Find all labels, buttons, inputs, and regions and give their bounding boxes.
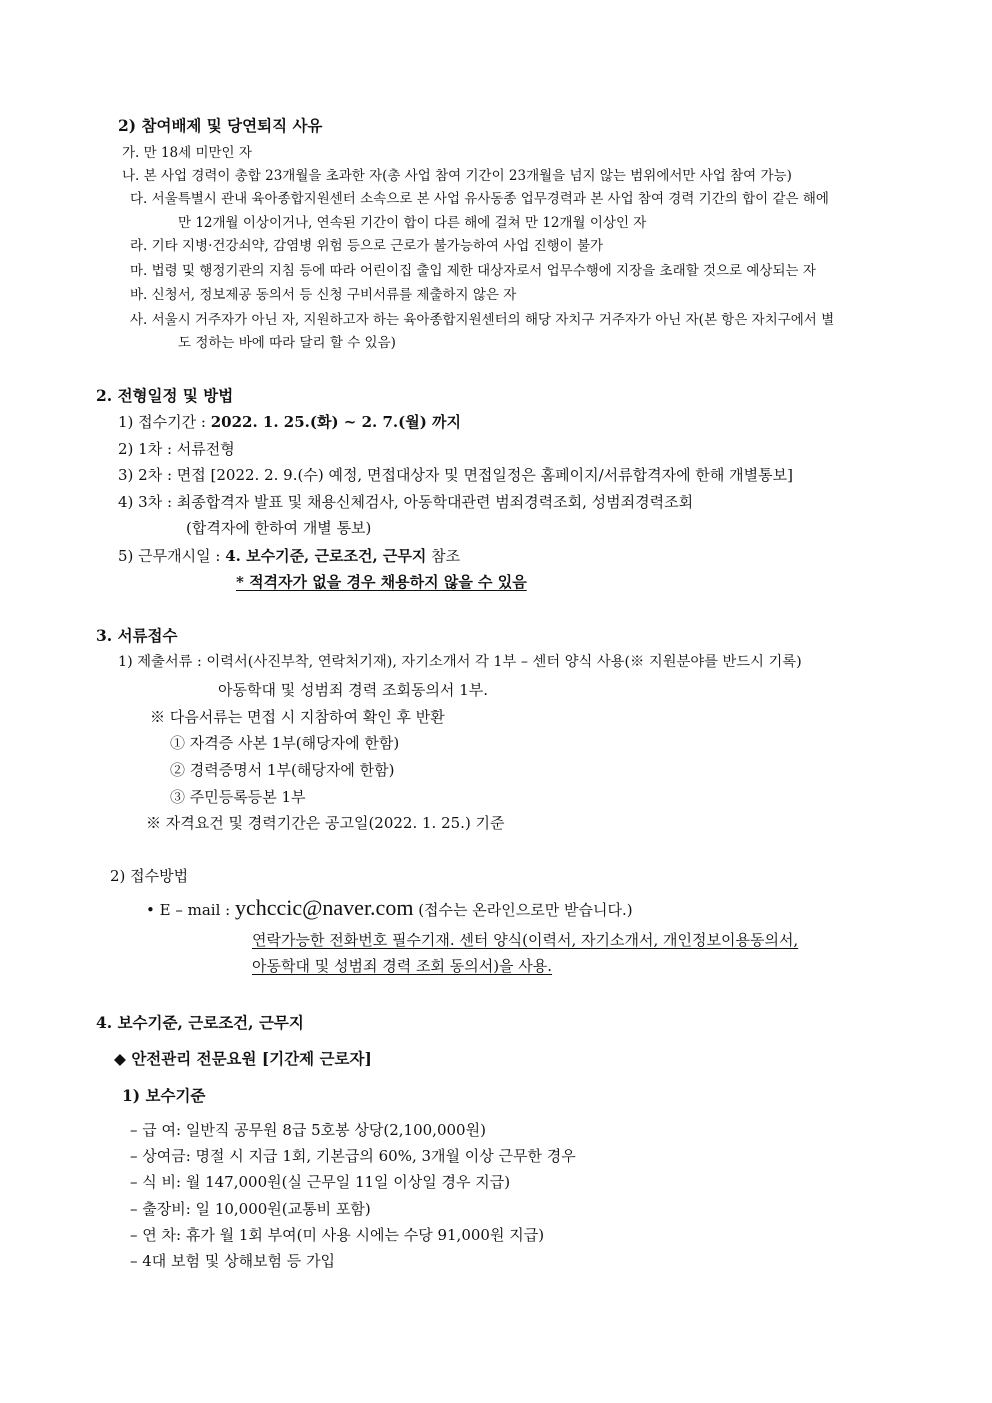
email-instruction-1: 연락가능한 전화번호 필수기재. 센터 양식(이력서, 자기소개서, 개인정보이용동의서, bbox=[252, 931, 799, 949]
pay-item: – 4대 보험 및 상해보험 등 가입 bbox=[130, 1252, 336, 1270]
schedule-line-5 bbox=[118, 546, 460, 566]
documents-note-2: ※ 자격요건 및 경력기간은 공고일(2022. 1. 25.) 기준 bbox=[146, 814, 505, 832]
pay-item: – 급 여: 일반직 공무원 8급 5호봉 상당(2,100,000원) bbox=[130, 1121, 486, 1139]
exclusion-item: 나. 본 사업 경력이 총합 23개월을 초과한 자(총 사업 참여 기간이 23개월을 넘지 않는 범위에서만 사업 참여 가능) bbox=[122, 168, 792, 184]
pay-title: 4. 보수기준, 근로조건, 근무지 bbox=[96, 1013, 304, 1032]
schedule-line-3: 3) 2차 : 면접 [2022. 2. 9.(수) 예정, 면접대상자 및 면접일정은 홈페이지/서류합격자에 한해 개별통보] bbox=[118, 466, 793, 484]
schedule-title: 2. 전형일정 및 방법 bbox=[96, 386, 234, 405]
pay-subtitle: ◆ 안전관리 전문요원 [기간제 근로자] bbox=[114, 1049, 372, 1068]
exclusion-item: 라. 기타 지병·건강쇠약, 감염병 위험 등으로 근로가 불가능하여 사업 진행이 불가 bbox=[130, 238, 604, 254]
schedule-line-1 bbox=[118, 412, 461, 432]
exclusion-item: 다. 서울특별시 관내 육아종합지원센터 소속으로 본 사업 유사동종 업무경력과 본 사업 참여 경력 기간의 합이 같은 해에 bbox=[130, 191, 829, 207]
documents-sub-item: ② 경력증명서 1부(해당자에 한함) bbox=[170, 761, 395, 779]
email-note: (접수는 온라인으로만 받습니다.) bbox=[413, 901, 633, 919]
bullet-icon: • bbox=[146, 901, 155, 919]
documents-line-1b: 아동학대 및 성범죄 경력 조회동의서 1부. bbox=[218, 681, 488, 699]
email-line bbox=[146, 893, 633, 925]
pay-item: – 상여금: 명절 시 지급 1회, 기본급의 60%, 3개월 이상 근무한 경우 bbox=[130, 1147, 576, 1165]
method-title: 2) 접수방법 bbox=[110, 867, 189, 885]
schedule-line-1-label: 1) 접수기간 : bbox=[118, 413, 211, 431]
schedule-line-4b: (합격자에 한하여 개별 통보) bbox=[186, 519, 372, 537]
schedule-line-5-suffix: 참조 bbox=[426, 547, 461, 565]
exclusion-item: 바. 신청서, 정보제공 동의서 등 신청 구비서류를 제출하지 않은 자 bbox=[130, 287, 517, 303]
exclusion-item: 사. 서울시 거주자가 아닌 자, 지원하고자 하는 육아종합지원센터의 해당 자치구 거주자가 아닌 자(본 항은 자치구에서 별 bbox=[130, 312, 835, 328]
documents-sub-item: ③ 주민등록등본 1부 bbox=[170, 788, 306, 806]
exclusion-item: 만 12개월 이상이거나, 연속된 기간이 합이 다른 해에 걸쳐 만 12개월 이상인 자 bbox=[178, 215, 647, 231]
email-label: E – mail : bbox=[159, 901, 235, 919]
schedule-note: * 적격자가 없을 경우 채용하지 않을 수 있음 bbox=[236, 573, 527, 591]
email-instruction-2: 아동학대 및 성범죄 경력 조회 동의서)을 사용. bbox=[252, 957, 553, 975]
pay-item: – 연 차: 휴가 월 1회 부여(미 사용 시에는 수당 91,000원 지급) bbox=[130, 1226, 545, 1244]
documents-note-1: ※ 다음서류는 면접 시 지참하여 확인 후 반환 bbox=[150, 708, 445, 726]
email-link[interactable]: ychccic@naver.com bbox=[234, 895, 414, 920]
schedule-line-5-label: 5) 근무개시일 : bbox=[118, 547, 226, 565]
pay-item: – 출장비: 일 10,000원(교통비 포함) bbox=[130, 1200, 371, 1218]
documents-sub-item: ① 자격증 사본 1부(해당자에 한함) bbox=[170, 734, 400, 752]
exclusion-title: 2) 참여배제 및 당연퇴직 사유 bbox=[118, 116, 323, 135]
schedule-period: 2022. 1. 25.(화) ~ 2. 7.(월) 까지 bbox=[210, 413, 462, 431]
schedule-line-5-ref: 4. 보수기준, 근로조건, 근무지 bbox=[225, 547, 427, 565]
exclusion-item: 가. 만 18세 미만인 자 bbox=[122, 145, 252, 161]
exclusion-item: 도 정하는 바에 따라 달리 할 수 있음) bbox=[178, 335, 396, 351]
exclusion-item: 마. 법령 및 행정기관의 지침 등에 따라 어린이집 출입 제한 대상자로서 업무수행에 지장을 초래할 것으로 예상되는 자 bbox=[130, 263, 816, 279]
pay-item: – 식 비: 월 147,000원(실 근무일 11일 이상일 경우 지급) bbox=[130, 1173, 511, 1191]
documents-title: 3. 서류접수 bbox=[96, 626, 178, 645]
schedule-line-4: 4) 3차 : 최종합격자 발표 및 채용신체검사, 아동학대관련 범죄경력조회, 성범죄경력조회 bbox=[118, 493, 694, 511]
schedule-line-2: 2) 1차 : 서류전형 bbox=[118, 440, 235, 458]
pay-standard-title: 1) 보수기준 bbox=[122, 1086, 206, 1105]
documents-line-1: 1) 제출서류 : 이력서(사진부착, 연락처기재), 자기소개서 각 1부 – 센터 양식 사용(※ 지원분야를 반드시 기록) bbox=[118, 654, 802, 670]
